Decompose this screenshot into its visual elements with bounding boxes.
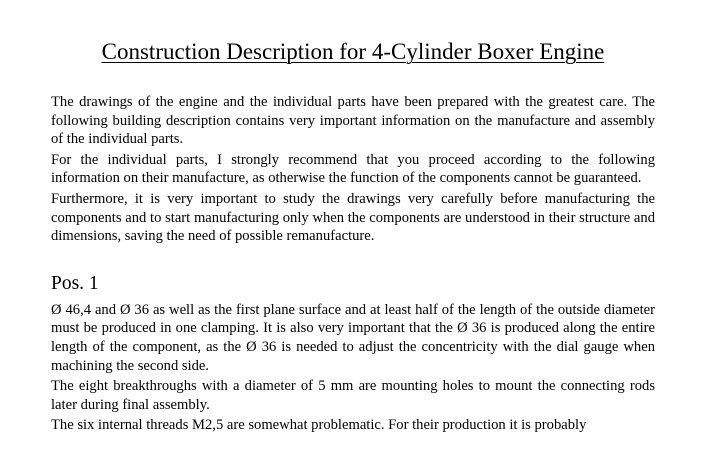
intro-paragraph-2: For the individual parts, I strongly recommend that you proceed according to the following information on their manufacture, as otherwise the function of the components cannot be guaranteed. bbox=[51, 151, 655, 187]
document-title: Construction Description for 4-Cylinder Boxer Engine bbox=[101, 39, 605, 64]
section-heading: Pos. 1 bbox=[51, 272, 99, 294]
section-paragraph-2: The eight breakthroughs with a diameter of 5 mm are mounting holes to mount the connecting rods later during final assembly. bbox=[51, 378, 655, 413]
section-paragraph-3: The six internal threads M2,5 are somewhat problematic. For their production it is probably bbox=[51, 417, 587, 434]
intro-paragraph-3: Furthermore, it is very important to study the drawings very carefully before manufacturing the components and to start manufacturing only when the components are understood in their structure and dimensions, saving the need of possible remanufacture. bbox=[51, 190, 655, 245]
section-paragraph-1: Ø 46,4 and Ø 36 as well as the first plane surface and at least half of the length of the outside diameter must be produced in one clamping. It is also very important that the Ø 36 is produced along the entire length of the component, as the Ø 36 is needed to adjust the concentricity with the dial gauge when machining the second side. bbox=[51, 301, 655, 374]
intro-paragraph-1: The drawings of the engine and the individual parts have been prepared with the greatest care. The following building description contains very important information on the manufacture and assembly of the individual parts. bbox=[51, 94, 655, 148]
document-body bbox=[51, 93, 655, 437]
